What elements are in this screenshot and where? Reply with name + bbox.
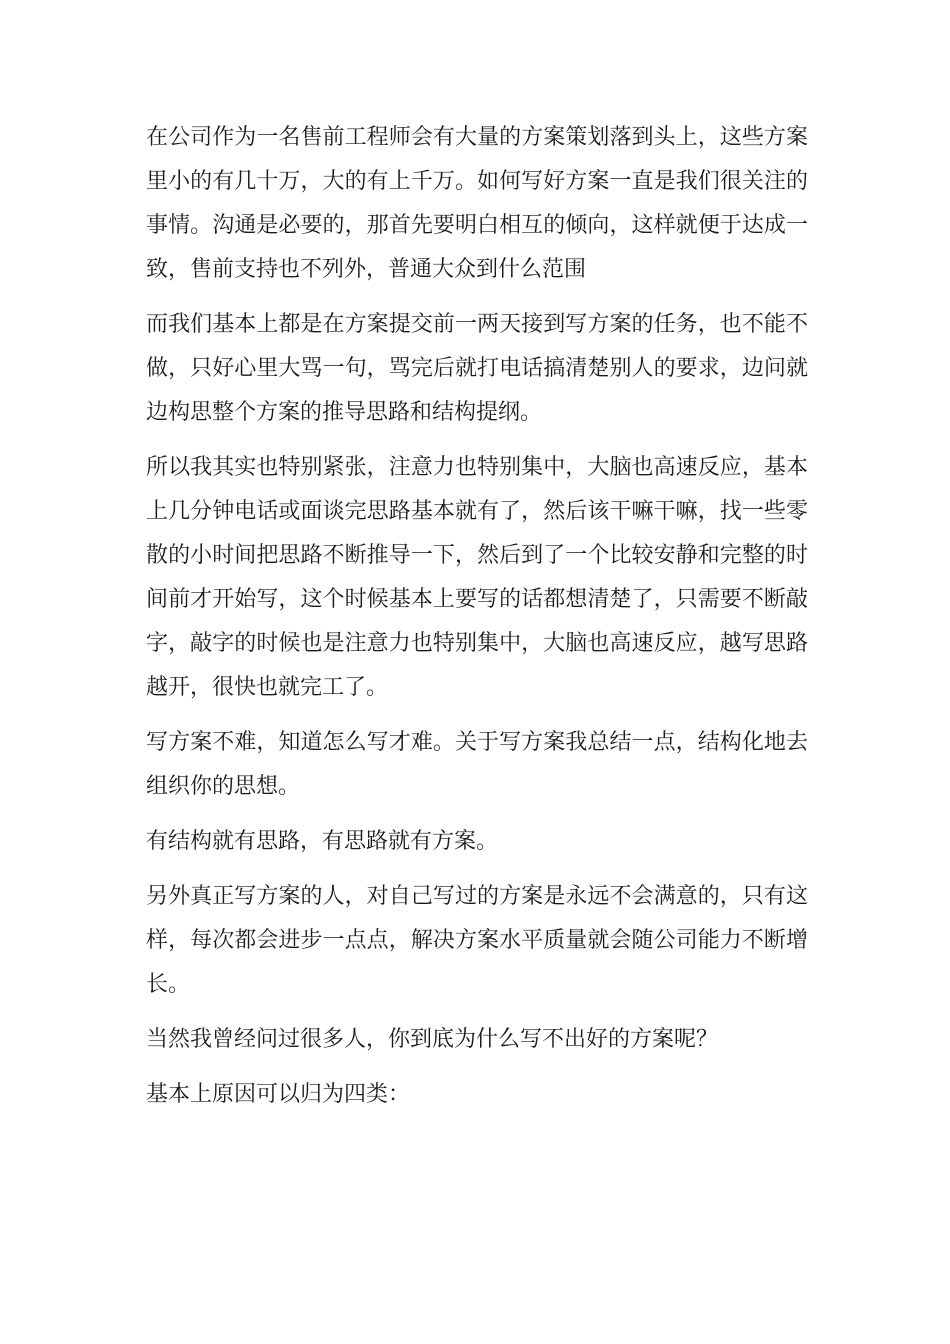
- paragraph-1: 在公司作为一名售前工程师会有大量的方案策划落到头上，这些方案里小的有几十万，大的有上千万。如何写好方案一直是我们很关注的事情。沟通是必要的，那首先要明白相互的倾向，这样就便于达成一致，售前支持也不列外，普通大众到什么范围: [146, 125, 808, 282]
- paragraph-6: 另外真正写方案的人，对自己写过的方案是永远不会满意的，只有这样，每次都会进步一点点，解决方案水平质量就会随公司能力不断增长。: [146, 884, 808, 997]
- document-body: [146, 116, 808, 1128]
- paragraph-3: 所以我其实也特别紧张，注意力也特别集中，大脑也高速反应，基本上几分钟电话或面谈完思路基本就有了，然后该干嘛干嘛，找一些零散的小时间把思路不断推导一下，然后到了一个比较安静和完整的时间前才开始写，这个时候基本上要写的话都想清楚了，只需要不断敲字，敲字的时候也是注意力也特别集中，大脑也高速反应，越写思路越开，很快也就完工了。: [146, 455, 808, 700]
- paragraph-2: 而我们基本上都是在方案提交前一两天接到写方案的任务，也不能不做，只好心里大骂一句，骂完后就打电话搞清楚别人的要求，边问就边构思整个方案的推导思路和结构提纲。: [146, 312, 808, 425]
- paragraph-7: 当然我曾经问过很多人，你到底为什么写不出好的方案呢？: [146, 1027, 719, 1052]
- paragraph-5: 有结构就有思路，有思路就有方案。: [146, 829, 499, 854]
- paragraph-8: 基本上原因可以归为四类：: [146, 1082, 411, 1107]
- paragraph-4: 写方案不难，知道怎么写才难。关于写方案我总结一点，结构化地去组织你的思想。: [146, 730, 808, 799]
